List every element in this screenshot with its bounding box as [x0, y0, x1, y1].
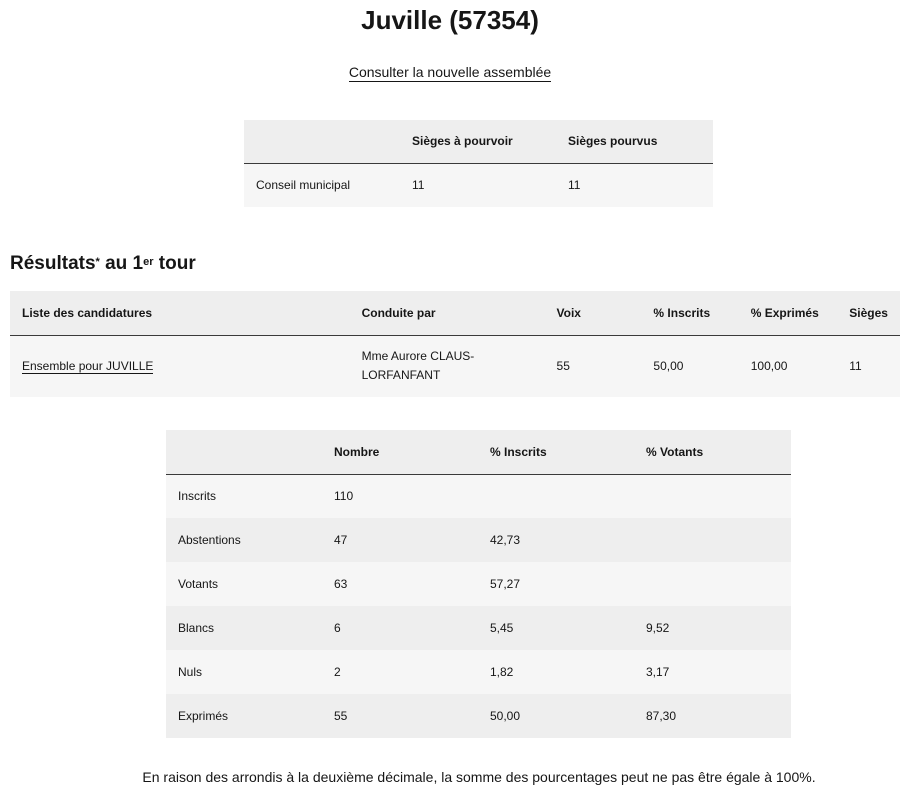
- row-count: 55: [334, 709, 348, 723]
- seats-cell: 11: [849, 358, 862, 373]
- pct-registered-cell: 50,00: [653, 358, 684, 373]
- row-pct-voters: [634, 518, 791, 562]
- table-row: [10, 335, 900, 397]
- row-count: 63: [334, 577, 348, 591]
- list-cell: [10, 335, 350, 397]
- header-led-by: Conduite par: [350, 291, 545, 335]
- page-title: Juville (57354): [361, 5, 539, 35]
- header-seats: Sièges: [837, 291, 900, 335]
- header-list: Liste des candidatures: [10, 291, 350, 335]
- seats-council-label: Conseil municipal: [256, 178, 351, 193]
- row-count: 110: [334, 489, 354, 504]
- row-count: 6: [334, 621, 341, 635]
- row-pct-voters: 3,17: [646, 665, 670, 679]
- row-pct-registered: 57,27: [490, 577, 521, 591]
- results-heading-prefix: Résultats: [10, 253, 96, 274]
- seats-table: [244, 120, 713, 207]
- participation-table: [166, 430, 791, 738]
- candidates-table: [10, 291, 900, 397]
- seats-header-to-fill: Sièges à pourvoir: [400, 120, 556, 163]
- led-by-cell: Mme Aurore CLAUS-LORFANFANT: [361, 349, 475, 383]
- votes-cell: 55: [556, 358, 570, 373]
- row-pct-registered: 1,82: [490, 665, 514, 679]
- row-label: Abstentions: [178, 533, 241, 547]
- header-pct-registered: % Inscrits: [641, 291, 738, 335]
- row-pct-voters: [634, 474, 791, 518]
- participation-header-label: [166, 430, 322, 474]
- candidate-list-link[interactable]: Ensemble pour JUVILLE: [22, 358, 154, 373]
- row-pct-registered: 50,00: [490, 709, 521, 723]
- participation-header-pct-registered: % Inscrits: [478, 430, 634, 474]
- header-votes: Voix: [545, 291, 642, 335]
- participation-header-row: [166, 430, 791, 474]
- table-row: [166, 694, 791, 738]
- table-row: [166, 606, 791, 650]
- row-pct-registered: 42,73: [490, 533, 521, 547]
- table-row: [166, 518, 791, 562]
- row-pct-voters: 9,52: [646, 621, 670, 635]
- row-pct-registered: 5,45: [490, 621, 514, 635]
- seats-header-filled: Sièges pourvus: [556, 120, 713, 163]
- participation-header-pct-voters: % Votants: [634, 430, 791, 474]
- seats-filled-value: 11: [568, 178, 581, 193]
- table-row: [244, 163, 713, 207]
- seats-header-label: [244, 120, 400, 163]
- table-row: [166, 562, 791, 606]
- row-pct-voters: [634, 562, 791, 606]
- header-pct-expressed: % Exprimés: [739, 291, 838, 335]
- results-heading-mid: au 1: [99, 253, 144, 274]
- table-row: [166, 474, 791, 518]
- rounding-footnote: En raison des arrondis à la deuxième décimale, la somme des pourcentages peut ne pas être égale à 100%.: [142, 769, 816, 785]
- results-heading-sup: er: [143, 256, 154, 268]
- table-row: [166, 650, 791, 694]
- seats-header-row: [244, 120, 713, 163]
- new-assembly-link[interactable]: Consulter la nouvelle assemblée: [348, 64, 552, 80]
- row-label: Exprimés: [178, 709, 229, 723]
- assembly-link-container: [0, 62, 900, 82]
- row-label: Votants: [178, 577, 219, 591]
- row-pct-registered: [478, 474, 634, 518]
- row-label: Nuls: [178, 665, 203, 679]
- row-label: Inscrits: [178, 489, 217, 504]
- row-count: 47: [334, 533, 348, 547]
- participation-header-count: Nombre: [322, 430, 478, 474]
- pct-expressed-cell: 100,00: [750, 358, 788, 373]
- results-heading-suffix: tour: [153, 253, 196, 274]
- row-pct-voters: 87,30: [646, 709, 677, 723]
- candidates-header-row: [10, 291, 900, 335]
- row-label: Blancs: [178, 621, 215, 635]
- results-heading: [10, 248, 196, 280]
- row-count: 2: [334, 665, 341, 679]
- results-heading-star: *: [95, 256, 100, 268]
- seats-to-fill-value: 11: [412, 178, 425, 193]
